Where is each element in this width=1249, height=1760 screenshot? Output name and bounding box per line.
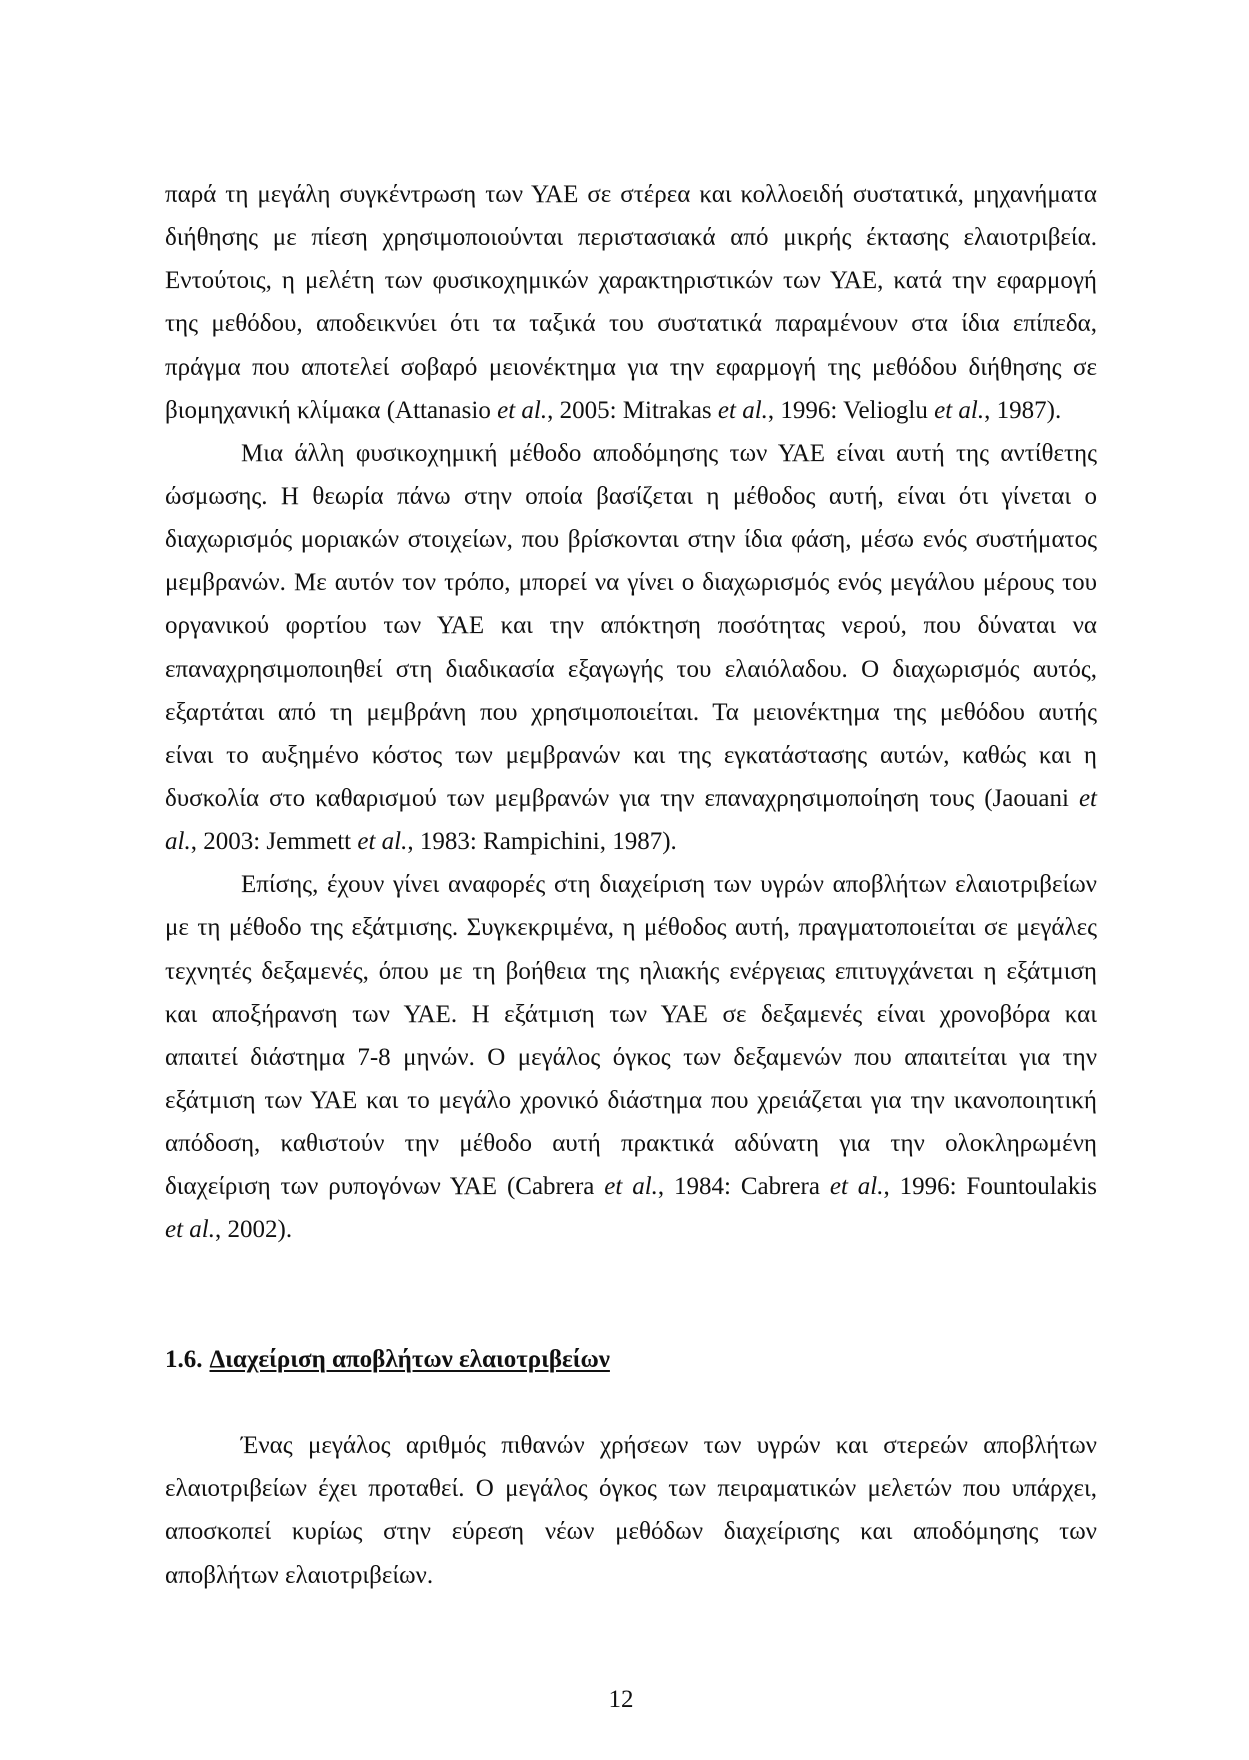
line-text: βιομηχανική κλίμακα (Attanasio et al., 2005: Mitrakas et al., 1996: Velioglu et al., 1987). bbox=[165, 396, 1062, 424]
line-text: επαναχρησιμοποιηθεί στη διαδικασία εξαγωγής του ελαιόλαδου. Ο διαχωρισμός αυτός, bbox=[165, 655, 1097, 683]
line-text: αποβλήτων ελαιοτριβείων. bbox=[165, 1561, 434, 1589]
text-line bbox=[165, 389, 1097, 432]
text-line bbox=[165, 1208, 1097, 1251]
line-text: Επίσης, έχουν γίνει αναφορές στη διαχείριση των υγρών αποβλήτων ελαιοτριβείων bbox=[241, 871, 1097, 899]
text-line bbox=[165, 173, 1097, 216]
text-line bbox=[165, 302, 1097, 345]
paragraph bbox=[165, 432, 1097, 863]
text-line bbox=[165, 1122, 1097, 1165]
italic-text: et al. bbox=[604, 1173, 658, 1201]
line-text: τεχνητές δεξαμενές, όπου με τη βοήθεια της ηλιακής ενέργειας επιτυγχάνεται η εξάτμιση bbox=[165, 957, 1097, 985]
text-line bbox=[165, 777, 1097, 820]
document-body bbox=[165, 173, 1097, 1597]
text-line bbox=[165, 906, 1097, 949]
line-text: της μεθόδου, αποδεικνύει ότι τα ταξικά του συστατικά παραμένουν στα ίδια επίπεδα, bbox=[165, 310, 1097, 338]
body-after-heading bbox=[165, 1424, 1097, 1597]
body-before-heading bbox=[165, 173, 1097, 1252]
line-text: και αποξήρανση των ΥΑΕ. Η εξάτμιση των ΥΑΕ σε δεξαμενές είναι χρονοβόρα και bbox=[165, 1000, 1097, 1028]
line-text: εξαρτάται από τη μεμβράνη που χρησιμοποιείται. Τα μειονέκτημα της μεθόδου αυτής bbox=[165, 698, 1097, 726]
italic-text: et al. bbox=[934, 396, 985, 424]
line-text: απαιτεί διάστημα 7-8 μηνών. Ο μεγάλος όγκος των δεξαμενών που απαιτείται για την bbox=[165, 1043, 1097, 1071]
text-line bbox=[241, 863, 1097, 906]
line-text: ώσμωσης. Η θεωρία πάνω στην οποία βασίζεται η μέθοδος αυτή, είναι ότι γίνεται ο bbox=[165, 482, 1097, 510]
italic-text: et al. bbox=[497, 396, 548, 424]
text-line bbox=[165, 950, 1097, 993]
text-line bbox=[165, 1510, 1097, 1553]
line-text: δυσκολία στο καθαρισμού των μεμβρανών για την επαναχρησιμοποίηση τους (Jaouani et bbox=[165, 784, 1097, 812]
section-number: 1.6. bbox=[165, 1345, 203, 1373]
section-heading bbox=[165, 1338, 1097, 1381]
line-text: Ένας μεγάλος αριθμός πιθανών χρήσεων των υγρών και στερεών αποβλήτων bbox=[241, 1432, 1097, 1460]
text-line bbox=[165, 518, 1097, 561]
paragraph bbox=[165, 173, 1097, 432]
italic-text: et al. bbox=[357, 828, 408, 856]
text-line bbox=[165, 1036, 1097, 1079]
italic-text: et bbox=[1078, 784, 1097, 812]
page-number: 12 bbox=[608, 1686, 634, 1713]
text-line bbox=[241, 1424, 1097, 1467]
line-text: διαχείριση των ρυπογόνων ΥΑΕ (Cabrera et al., 1984: Cabrera et al., 1996: Fountoulakis bbox=[165, 1173, 1097, 1201]
line-text: Εντούτοις, η μελέτη των φυσικοχημικών χαρακτηριστικών των ΥΑΕ, κατά την εφαρμογή bbox=[165, 267, 1097, 295]
text-line bbox=[165, 1079, 1097, 1122]
line-text: διαχωρισμός μοριακών στοιχείων, που βρίσκονται στην ίδια φάση, μέσω ενός συστήματος bbox=[165, 526, 1097, 554]
text-line bbox=[165, 691, 1097, 734]
text-line bbox=[165, 993, 1097, 1036]
line-text: απόδοση, καθιστούν την μέθοδο αυτή πρακτικά αδύνατη για την ολοκληρωμένη bbox=[165, 1130, 1097, 1158]
paragraph bbox=[165, 1424, 1097, 1597]
paragraph bbox=[165, 863, 1097, 1251]
line-text: ελαιοτριβείων έχει προταθεί. Ο μεγάλος όγκος των πειραματικών μελετών που υπάρχει, bbox=[165, 1475, 1097, 1503]
text-line bbox=[165, 648, 1097, 691]
line-text: διήθησης με πίεση χρησιμοποιούνται περιστασιακά από μικρής έκτασης ελαιοτριβεία. bbox=[165, 224, 1097, 252]
text-line bbox=[241, 432, 1097, 475]
line-text: μεμβρανών. Με αυτόν τον τρόπο, μπορεί να γίνει ο διαχωρισμός ενός μεγάλου μέρους του bbox=[165, 569, 1097, 597]
text-line bbox=[165, 561, 1097, 604]
text-line bbox=[165, 216, 1097, 259]
text-line bbox=[165, 734, 1097, 777]
text-line bbox=[165, 475, 1097, 518]
line-text: είναι το αυξημένο κόστος των μεμβρανών και της εγκατάστασης αυτών, καθώς και η bbox=[165, 741, 1097, 769]
text-line bbox=[165, 1467, 1097, 1510]
text-line bbox=[165, 820, 1097, 863]
line-text: αποσκοπεί κυρίως στην εύρεση νέων μεθόδων διαχείρισης και αποδόμησης των bbox=[165, 1518, 1097, 1546]
line-text: οργανικού φορτίου των ΥΑΕ και την απόκτηση ποσότητας νερού, που δύναται να bbox=[165, 612, 1097, 640]
line-text: πράγμα που αποτελεί σοβαρό μειονέκτημα για την εφαρμογή της μεθόδου διήθησης σε bbox=[165, 353, 1097, 381]
text-line bbox=[165, 1554, 1097, 1597]
italic-text: et al. bbox=[717, 396, 768, 424]
line-text: et al., 2002). bbox=[165, 1216, 293, 1244]
italic-text: al. bbox=[165, 828, 191, 856]
text-line bbox=[165, 259, 1097, 302]
line-text: παρά τη μεγάλη συγκέντρωση των ΥΑΕ σε στέρεα και κολλοειδή συστατικά, μηχανήματα bbox=[165, 181, 1097, 208]
italic-text: et al. bbox=[829, 1173, 884, 1201]
line-text: Μια άλλη φυσικοχημική μέθοδο αποδόμησης των ΥΑΕ είναι αυτή της αντίθετης bbox=[241, 439, 1097, 467]
section-title: Διαχείριση αποβλήτων ελαιοτριβείων bbox=[209, 1345, 610, 1373]
text-line bbox=[165, 604, 1097, 647]
text-line bbox=[165, 346, 1097, 389]
line-text: al., 2003: Jemmett et al., 1983: Rampichini, 1987). bbox=[165, 828, 677, 856]
line-text: εξάτμιση των ΥΑΕ και το μεγάλο χρονικό διάστημα που χρειάζεται για την ικανοποιητική bbox=[165, 1086, 1097, 1114]
text-line bbox=[165, 1165, 1097, 1208]
italic-text: et al. bbox=[165, 1216, 215, 1244]
line-text: με τη μέθοδο της εξάτμισης. Συγκεκριμένα, η μέθοδος αυτή, πραγματοποιείται σε μεγάλες bbox=[165, 914, 1097, 942]
